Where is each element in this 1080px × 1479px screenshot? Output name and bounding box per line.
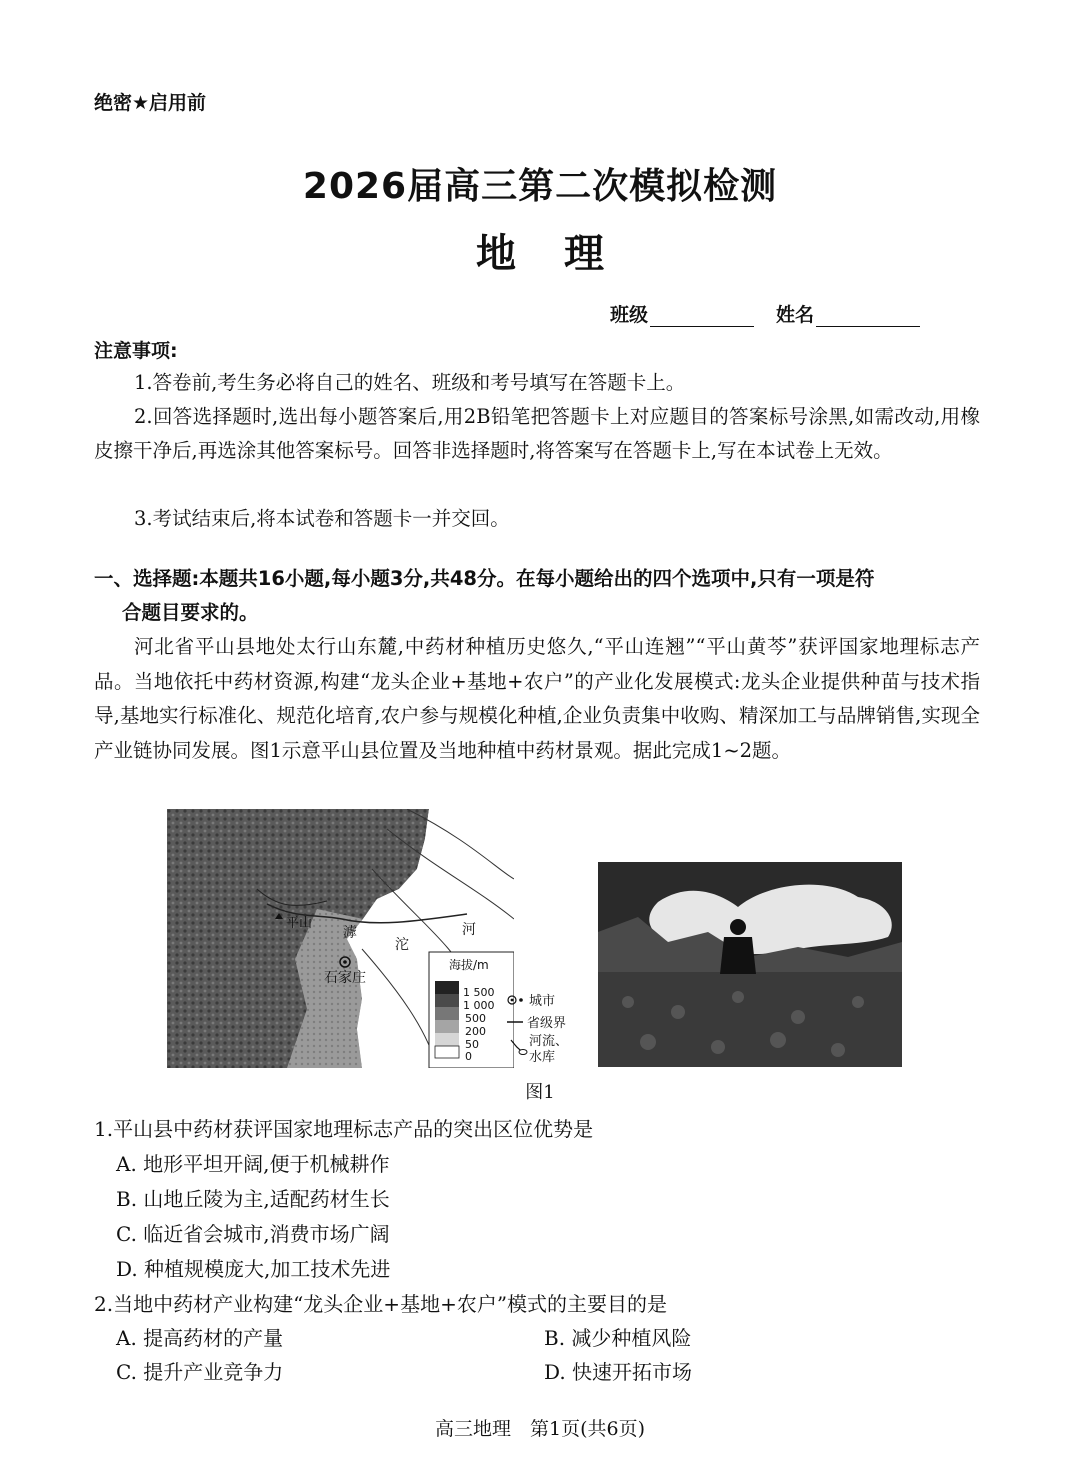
question-1-option-d[interactable]: D. 种植规模庞大,加工技术先进 [116, 1257, 391, 1281]
student-info [610, 300, 920, 327]
county-label: 平山 [286, 916, 313, 931]
legend-level-1000: 1 000 [463, 999, 495, 1012]
notice-item-3: 3.考试结束后,将本试卷和答题卡一并交回。 [134, 507, 510, 530]
herb-field [598, 972, 902, 1067]
legend-border: 省级界 [527, 1016, 567, 1031]
question-1-option-c[interactable]: C. 临近省会城市,消费市场广阔 [116, 1222, 390, 1246]
question-1-option-b[interactable]: B. 山地丘陵为主,适配药材生长 [116, 1187, 390, 1211]
passage: 河北省平山县地处太行山东麓,中药材种植历史悠久,“平山连翘”“平山黄芩”获评国家地理标志产品。当地依托中药材资源,构建“龙头企业+基地+农户”的产业化发展模式:龙头企业提供种苗与技术指导,基地实行标准化、规范化培育,农户参与规模化种植,企业负责集中收购、精深加工与品牌销售,实现全产业链协同发展。图1示意平山县位置及当地种植中药材景观。据此完成1~2题。 [94, 635, 980, 762]
legend-level-200: 200 [465, 1025, 486, 1038]
river-char-3: 河 [462, 922, 476, 938]
subject-title: 地理 [476, 231, 652, 277]
section-heading [94, 562, 984, 630]
question-1-stem: 1.平山县中药材获评国家地理标志产品的突出区位优势是 [94, 1117, 594, 1141]
legend-level-500: 500 [465, 1012, 486, 1025]
section-heading-line1: 一、选择题:本题共16小题,每小题3分,共48分。在每小题给出的四个选项中,只有一项是符 [94, 567, 875, 590]
confidential-mark: 绝密★启用前 [94, 92, 207, 114]
legend-level-0: 0 [465, 1050, 472, 1063]
question-2-option-d[interactable]: D. 快速开拓市场 [544, 1360, 693, 1384]
figure-caption: 图1 [525, 1082, 555, 1103]
elevation-legend [429, 952, 514, 1068]
exam-title: 2026届高三第二次模拟检测 [302, 166, 778, 207]
page-footer: 高三地理 第1页(共6页) [434, 1418, 645, 1440]
location-map [167, 809, 514, 1068]
section-heading-line2: 合题目要求的。 [122, 601, 259, 624]
notice-heading: 注意事项: [94, 340, 178, 362]
question-2-option-c[interactable]: C. 提升产业竞争力 [116, 1360, 284, 1384]
name-field[interactable] [776, 300, 920, 327]
herb-field-photo [598, 862, 902, 1067]
class-label: 班级 [610, 304, 649, 326]
class-blank[interactable] [650, 306, 754, 327]
class-field[interactable] [610, 300, 754, 327]
legend-river-line1: 河流、 [529, 1034, 569, 1049]
notice-item-2: 2.回答选择题时,选出每小题答案后,用2B铅笔把答题卡上对应题目的答案标号涂黑,如需改动,用橡皮擦干净后,再选涂其他答案标号。回答非选择题时,将答案写在答题卡上,写在本试卷上无效。 [94, 405, 980, 462]
question-2-option-a[interactable]: A. 提高药材的产量 [116, 1326, 284, 1350]
river-char-1: 滹 [343, 925, 357, 941]
notice-item-1: 1.答卷前,考生务必将自己的姓名、班级和考号填写在答题卡上。 [134, 371, 686, 394]
legend-river-line2: 水库 [529, 1050, 556, 1065]
legend-title: 海拔/m [449, 958, 489, 972]
map-symbol-legend [505, 990, 595, 1070]
river-char-2: 沱 [395, 937, 409, 953]
legend-city: 城市 [529, 994, 556, 1009]
question-2-option-b[interactable]: B. 减少种植风险 [544, 1326, 692, 1350]
city-label: 石家庄 [324, 970, 366, 986]
person-silhouette [730, 919, 746, 935]
name-label: 姓名 [776, 304, 815, 326]
legend-level-1500: 1 500 [463, 986, 495, 999]
name-blank[interactable] [816, 306, 920, 327]
question-1-option-a[interactable]: A. 地形平坦开阔,便于机械耕作 [116, 1152, 390, 1176]
question-2-stem: 2.当地中药材产业构建“龙头企业+基地+农户”模式的主要目的是 [94, 1292, 668, 1316]
legend-level-50: 50 [465, 1038, 479, 1051]
